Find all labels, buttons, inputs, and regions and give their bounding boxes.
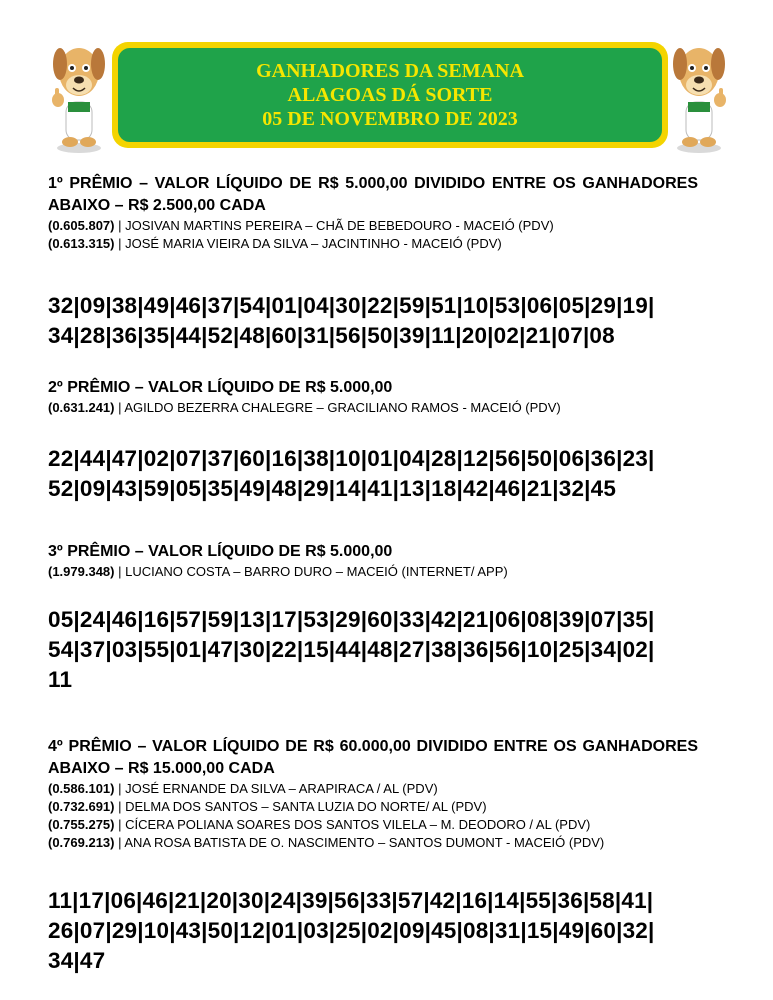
prize-section-2	[48, 377, 698, 417]
winner-text: | AGILDO BEZERRA CHALEGRE – GRACILIANO RAMOS - MACEIÓ (PDV)	[114, 400, 561, 415]
winner-row	[48, 834, 698, 852]
winner-row	[48, 235, 698, 253]
ticket-code: (0.605.807)	[48, 218, 115, 233]
numbers-line: 11|17|06|46|21|20|30|24|39|56|33|57|42|16|14|55|36|58|41|	[48, 888, 654, 913]
winner-text: | CÍCERA POLIANA SOARES DOS SANTOS VILELA – M. DEODORO / AL (PDV)	[114, 817, 591, 832]
numbers-line: 11	[48, 667, 73, 692]
numbers-line: 54|37|03|55|01|47|30|22|15|44|48|27|38|36|56|10|25|34|02|	[48, 637, 655, 662]
winner-row	[48, 780, 698, 798]
ticket-code: (0.755.275)	[48, 817, 115, 832]
header-banner	[112, 42, 668, 148]
header-date: 05 DE NOVEMBRO DE 2023	[262, 108, 518, 130]
ticket-code: (0.732.691)	[48, 799, 115, 814]
numbers-line: 22|44|47|02|07|37|60|16|38|10|01|04|28|12|56|50|06|36|23|	[48, 446, 655, 471]
winner-text: | JOSÉ MARIA VIEIRA DA SILVA – JACINTINHO - MACEIÓ (PDV)	[114, 236, 502, 251]
ticket-code: (1.979.348)	[48, 564, 115, 579]
prize-title: 1º PRÊMIO – VALOR LÍQUIDO DE R$ 5.000,00 DIVIDIDO ENTRE OS GANHADORES ABAIXO – R$ 2.500,00 CADA	[48, 175, 698, 214]
numbers-line: 34|47	[48, 948, 106, 973]
ticket-code: (0.613.315)	[48, 236, 115, 251]
numbers-line: 05|24|46|16|57|59|13|17|53|29|60|33|42|21|06|08|39|07|35|	[48, 607, 655, 632]
winner-text: | JOSÉ ERNANDE DA SILVA – ARAPIRACA / AL (PDV)	[114, 781, 438, 796]
drawn-numbers-1	[48, 291, 698, 351]
ticket-code: (0.769.213)	[48, 835, 115, 850]
winner-text: | JOSIVAN MARTINS PEREIRA – CHÃ DE BEBEDOURO - MACEIÓ (PDV)	[114, 218, 554, 233]
numbers-line: 52|09|43|59|05|35|49|48|29|14|41|13|18|42|46|21|32|45	[48, 476, 617, 501]
winner-row	[48, 816, 698, 834]
dog-mascot-icon	[668, 30, 730, 154]
dog-mascot-icon	[48, 30, 110, 154]
prize-section-1	[48, 173, 698, 253]
winner-row	[48, 798, 698, 816]
prize-title: 3º PRÊMIO – VALOR LÍQUIDO DE R$ 5.000,00	[48, 543, 393, 560]
winner-row	[48, 217, 698, 235]
ticket-code: (0.631.241)	[48, 400, 115, 415]
numbers-line: 34|28|36|35|44|52|48|60|31|56|50|39|11|20|02|21|07|08	[48, 323, 615, 348]
winner-row	[48, 563, 698, 581]
header-box	[118, 48, 662, 142]
winner-text: | LUCIANO COSTA – BARRO DURO – MACEIÓ (INTERNET/ APP)	[114, 564, 508, 579]
prize-section-3	[48, 541, 698, 581]
drawn-numbers-3	[48, 605, 698, 695]
winner-row	[48, 399, 698, 417]
prize-title: 2º PRÊMIO – VALOR LÍQUIDO DE R$ 5.000,00	[48, 379, 393, 396]
winner-text: | DELMA DOS SANTOS – SANTA LUZIA DO NORTE/ AL (PDV)	[114, 799, 487, 814]
prize-title: 4º PRÊMIO – VALOR LÍQUIDO DE R$ 60.000,00 DIVIDIDO ENTRE OS GANHADORES ABAIXO – R$ 15.000,00 CADA	[48, 738, 698, 777]
numbers-line: 26|07|29|10|43|50|12|01|03|25|02|09|45|08|31|15|49|60|32|	[48, 918, 655, 943]
winner-text: | ANA ROSA BATISTA DE O. NASCIMENTO – SANTOS DUMONT - MACEIÓ (PDV)	[114, 835, 605, 850]
ticket-code: (0.586.101)	[48, 781, 115, 796]
drawn-numbers-4	[48, 886, 698, 976]
prize-section-4	[48, 736, 698, 852]
header-title: GANHADORES DA SEMANA	[256, 60, 524, 82]
drawn-numbers-2	[48, 444, 698, 504]
numbers-line: 32|09|38|49|46|37|54|01|04|30|22|59|51|10|53|06|05|29|19|	[48, 293, 655, 318]
header-subtitle: ALAGOAS DÁ SORTE	[287, 84, 493, 106]
